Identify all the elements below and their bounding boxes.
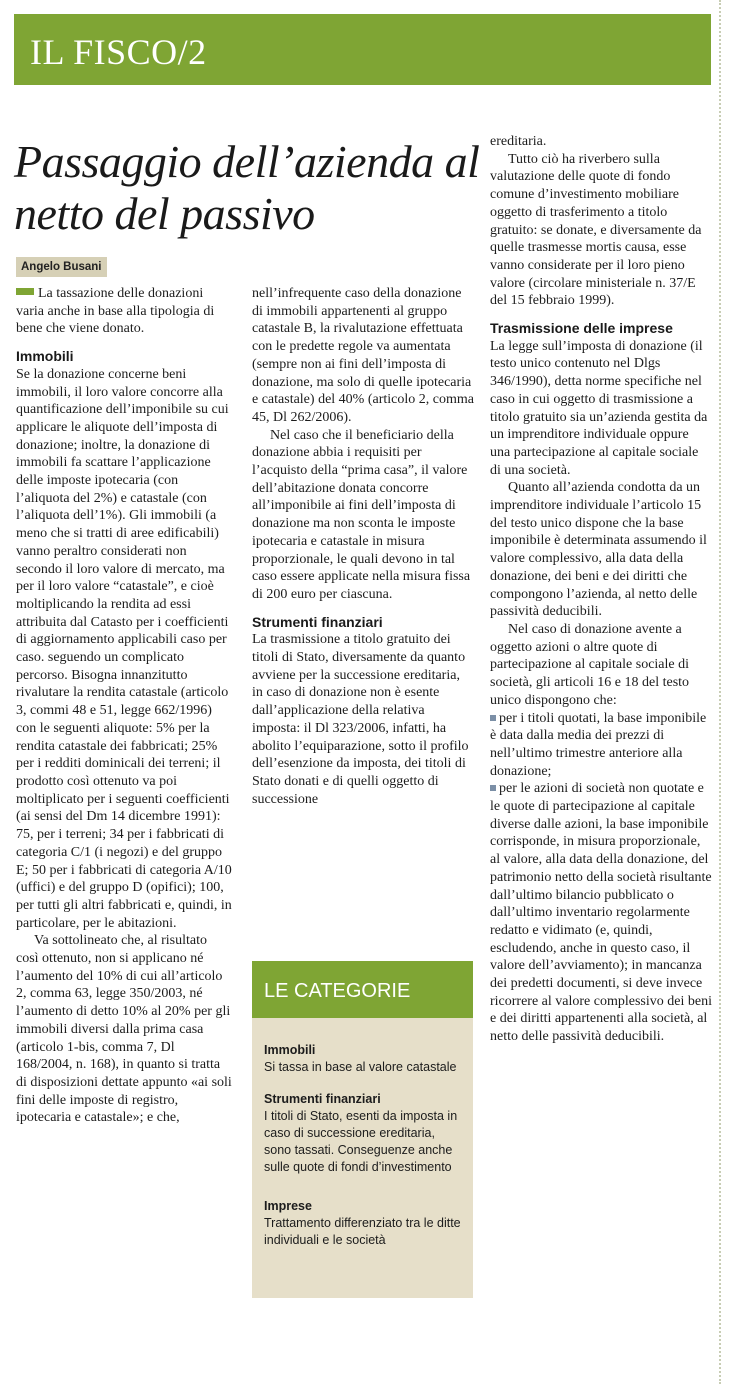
category-item [264, 1042, 462, 1076]
square-bullet-icon [490, 785, 496, 791]
category-item [264, 1091, 462, 1176]
categories-box [252, 961, 473, 1298]
article-headline: Passaggio dell’azienda al netto del passivo [14, 136, 480, 239]
section-title: IL FISCO/2 [30, 32, 207, 72]
article-column-3 [490, 133, 712, 1046]
paragraph: La legge sull’imposta di donazione (il testo unico contenuto nel Dlgs 346/1990), detta norme specifiche nel caso in cui oggetto di trasmissione a titolo gratuito sia un’azienda gestita da un imprenditore individuale oppure una partecipazione al capitale sociale di una società. [490, 338, 708, 478]
categories-box-title: LE CATEGORIE [264, 980, 411, 1002]
subhead-immobili: Immobili [16, 348, 74, 365]
paragraph: Quanto all’azienda condotta da un imprenditore individuale l’articolo 15 del testo unico dispone che la base imponibile è determinata assumendo il valore complessivo, alla data della donazione, dei beni e dei diritti che compongono l’azienda, al netto delle passività deducibili. [490, 480, 707, 620]
subhead-strumenti-finanziari: Strumenti finanziari [252, 613, 383, 630]
paragraph: Nel caso di donazione avente a oggetto azioni o altre quote di partecipazione al capitale sociale di società, gli articoli 16 e 18 del testo unico dispongono che: [490, 621, 690, 708]
paragraph: ereditaria. [490, 134, 547, 149]
paragraph: nell’infrequente caso della donazione di immobili appartenenti al gruppo catastale B, la rivalutazione effettuata con le predette regole va aumentata (sempre non ai fini dell’imposta di donazione, ma solo di quelle ipotecaria e catastale) del 40% (articolo 2, comma 45, Dl 262/2006). [252, 286, 474, 425]
bullet-item: per i titoli quotati, la base imponibile è data dalla media dei prezzi di nell’ultimo trimestre anteriore alla donazione; [490, 710, 707, 779]
square-bullet-icon [490, 715, 496, 721]
paragraph: Va sottolineato che, al risultato così ottenuto, non si applicano né l’aumento del 10% di cui all’articolo 2, comma 63, legge 350/2003, né l’aumento di detto 10% al 20% per gli immobili diversi dalla prima casa (articolo 1-bis, comma 7, Dl 168/2004, n. 168), in quanto si tratta di disposizioni dettate appunto «ai soli fini delle imposte di registro, ipotecaria e catastale»; e che, [16, 933, 232, 1126]
page-edge-rule [719, 0, 721, 1384]
article-lead: La tassazione delle donazioni varia anche in base alla tipologia di bene che viene donato. [16, 286, 215, 337]
subhead-trasmissione-imprese: Trasmissione delle imprese [490, 320, 673, 337]
paragraph: Nel caso che il beneficiario della donazione abbia i requisiti per l’acquisto della “prima casa”, il valore dell’abitazione donata concorre all’imponibile ai fini dell’imposta di donazione ma non sconta le imposte ipotecaria e catastale in misura proporzionale, le quali devono in tal caso essere applicate nella misura fissa di 200 euro per ciascuna. [252, 427, 471, 602]
article-byline: Angelo Busani [16, 257, 107, 277]
category-text: I titoli di Stato, esenti da imposta in caso di successione ereditaria, sono tassati. Conseguenze anche sulle quote di fondi d’investimento [264, 1109, 458, 1174]
category-label: Strumenti finanziari [264, 1092, 381, 1106]
category-item [264, 1198, 462, 1249]
bullet-item: per le azioni di società non quotate e le quote di partecipazione al capitale diverse dalle azioni, la base imponibile corrisponde, in misura proporzionale, al valore, alla data della donazione, del patrimonio netto della società risultante dall’ultimo bilancio pubblicato o dall’ultimo inventario regolarmente redatto e vidimato (e, quindi, escludendo, anche in questo caso, il valore dell’avviamento); in mancanza dei predetti documenti, si deve invece ricorrere al valore complessivo dei beni e dei diritti appartenenti alla società, al netto delle passività deducibili. [490, 781, 712, 1045]
lead-marker-icon [16, 288, 34, 295]
categories-box-body [264, 1042, 462, 1249]
article-column-1 [16, 285, 232, 1127]
article-column-2 [252, 285, 474, 808]
category-text: Trattamento differenziato tra le ditte individuali e le società [264, 1216, 461, 1247]
categories-box-header [252, 961, 473, 1018]
category-label: Imprese [264, 1199, 312, 1213]
section-header-bar [14, 14, 711, 85]
category-text: Si tassa in base al valore catastale [264, 1060, 457, 1074]
category-label: Immobili [264, 1043, 316, 1057]
paragraph: La trasmissione a titolo gratuito dei titoli di Stato, diversamente da quanto avviene per la successione ereditaria, in caso di donazione non è esente dall’applicazione della relativa imposta: il Dl 323/2006, infatti, ha abolito l’equiparazione, sotto il profilo dell’esenzione da imposta, dei titoli di Stato donati e di quelli oggetto di successione [252, 632, 469, 807]
paragraph: Se la donazione concerne beni immobili, il loro valore concorre alla quantificazione dell’imponibile su cui applicare le aliquote dell’imposta di donazione; inoltre, la donazione di immobili fa scattare l’applicazione delle imposte ipotecaria (con l’aliquota del 2%) e catastale (con l’aliquota dell’1%). Gli immobili (a meno che si tratti di aree edificabili) vanno peraltro considerati non secondo il loro valore di mercato, ma per il loro valore “catastale”, e cioè moltiplicando la rendita ad essi attribuita dal Catasto per i coefficienti di aggiornamento applicabili caso per caso. seguendo un complicato percorso. Bisogna innanzitutto rivalutare la rendita catastale (articolo 3, commi 48 e 51, legge 662/1996) con le seguenti aliquote: 5% per la rendita catastale dei fabbricati; 25% per i redditi dominicali dei terreni; il prodotto così ottenuto va poi moltiplicato per i seguenti coefficienti (ai sensi del Dm 14 dicembre 1991): 75, per i terreni; 34 per i fabbricati di categoria C/1 (i negozi) e del gruppo E; 50 per i fabbricati di categoria A/10 (uffici) e del gruppo D (opifici); 100, per tutti gli altri fabbricati e, quindi, in particolare, per le abitazioni. [16, 366, 232, 931]
paragraph: Tutto ciò ha riverbero sulla valutazione delle quote di fondo comune d’investimento mobiliare oggetto di trasferimento a titolo gratuito: se donate, e diversamente da quelle trasmesse mortis causa, esse vanno considerate per il loro pieno valore (circolare ministeriale n. 37/E del 15 febbraio 1999). [490, 151, 702, 309]
